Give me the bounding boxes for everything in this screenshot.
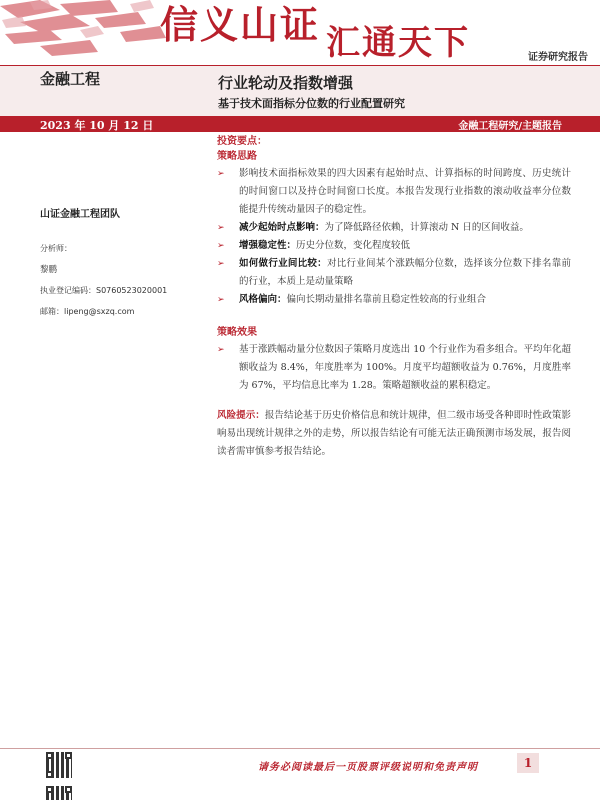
effect-heading: 策略效果 bbox=[217, 327, 257, 338]
bullet-label: 如何做行业间比较： bbox=[239, 258, 327, 269]
bullet-arrow-icon: ➢ bbox=[217, 241, 225, 251]
bullet-arrow-icon: ➢ bbox=[217, 295, 225, 305]
left-panel bbox=[40, 205, 200, 328]
analyst-label: 分析师： bbox=[40, 244, 72, 253]
date-bar bbox=[0, 116, 600, 132]
bullet-paragraph bbox=[217, 291, 571, 309]
report-title: 行业轮动及指数增强 bbox=[218, 74, 354, 92]
bullet-label: 风格偏向： bbox=[239, 294, 287, 305]
slogan-part2: 汇通天下 bbox=[326, 23, 471, 63]
risk-text: 报告结论基于历史价格信息和统计规律，但二级市场受各种即时性政策影响易出现统计规律之外的走势，所以报告结论有可能无法正确预测市场发展，报告阅读者需审慎参考报告结论。 bbox=[217, 410, 571, 457]
bullet-label: 增强稳定性： bbox=[239, 240, 297, 251]
risk-warning bbox=[217, 407, 571, 461]
bullet-arrow-icon: ➢ bbox=[217, 345, 225, 355]
main-content bbox=[217, 134, 571, 461]
paragraph-text: 历史分位数，变化程度较低 bbox=[296, 240, 411, 251]
analyst-email: 邮箱：lipeng@sxzq.com bbox=[40, 307, 135, 316]
footer-rule bbox=[0, 748, 600, 749]
bullet-paragraph bbox=[217, 165, 571, 219]
team-name: 山证金融工程团队 bbox=[40, 209, 120, 220]
bullet-arrow-icon: ➢ bbox=[217, 223, 225, 233]
slogan-part1: 信义山证 bbox=[160, 2, 321, 47]
invest-points-heading: 投资要点： bbox=[217, 136, 267, 147]
banner-slogan bbox=[160, 0, 471, 63]
qr-code-icon bbox=[46, 786, 72, 800]
bullet-arrow-icon: ➢ bbox=[217, 169, 225, 179]
bullet-paragraph bbox=[217, 341, 571, 395]
report-category: 金融工程 bbox=[40, 70, 101, 88]
report-series: 金融工程研究/主题报告 bbox=[458, 121, 562, 132]
report-subtitle: 基于技术面指标分位数的行业配置研究 bbox=[218, 97, 405, 110]
top-banner bbox=[0, 0, 600, 66]
paragraph-text: 基于涨跌幅动量分位数因子策略月度选出 10 个行业作为看多组合。平均年化超额收益为 8.4%，年度胜率为 100%。月度平均超额收益为 0.76%，月度胜率为 67%，平均信息比率为 1.28。策略超额收益的累积稳定。 bbox=[239, 344, 571, 391]
paragraph-text: 影响技术面指标效果的四大因素有起始时点、计算指标的时间跨度、历史统计的时间窗口以及持仓时间窗口长度。本报告发现行业指数的滚动收益率分位数能提升传统动量因子的稳定性。 bbox=[239, 168, 571, 215]
bullet-label: 减少起始时点影响： bbox=[239, 222, 325, 233]
strategy-heading: 策略思路 bbox=[217, 151, 257, 162]
bullet-paragraph bbox=[217, 255, 571, 291]
paragraph-text: 对比行业间某个涨跌幅分位数，选择该分位数下排名靠前的行业，本质上是动量策略 bbox=[239, 258, 571, 287]
disclaimer-text: 请务必阅读最后一页股票评级说明和免责声明 bbox=[258, 762, 478, 773]
page-number: 1 bbox=[517, 753, 539, 773]
bullet-paragraph bbox=[217, 219, 571, 237]
qr-code-icon bbox=[46, 752, 72, 778]
analyst-name: 黎鹏 bbox=[40, 265, 58, 275]
bullet-paragraph bbox=[217, 237, 571, 255]
risk-label: 风险提示： bbox=[217, 410, 265, 421]
bullet-arrow-icon: ➢ bbox=[217, 259, 225, 269]
report-date: 2023 年 10 月 12 日 bbox=[40, 119, 154, 132]
paragraph-text: 为了降低路径依赖，计算滚动 N 日的区间收益。 bbox=[324, 222, 529, 233]
license-number: 执业登记编码：S0760523020001 bbox=[40, 286, 168, 295]
report-type-label: 证券研究报告 bbox=[528, 52, 588, 63]
paragraph-text: 偏向长期动量排名靠前且稳定性较高的行业组合 bbox=[286, 294, 487, 305]
